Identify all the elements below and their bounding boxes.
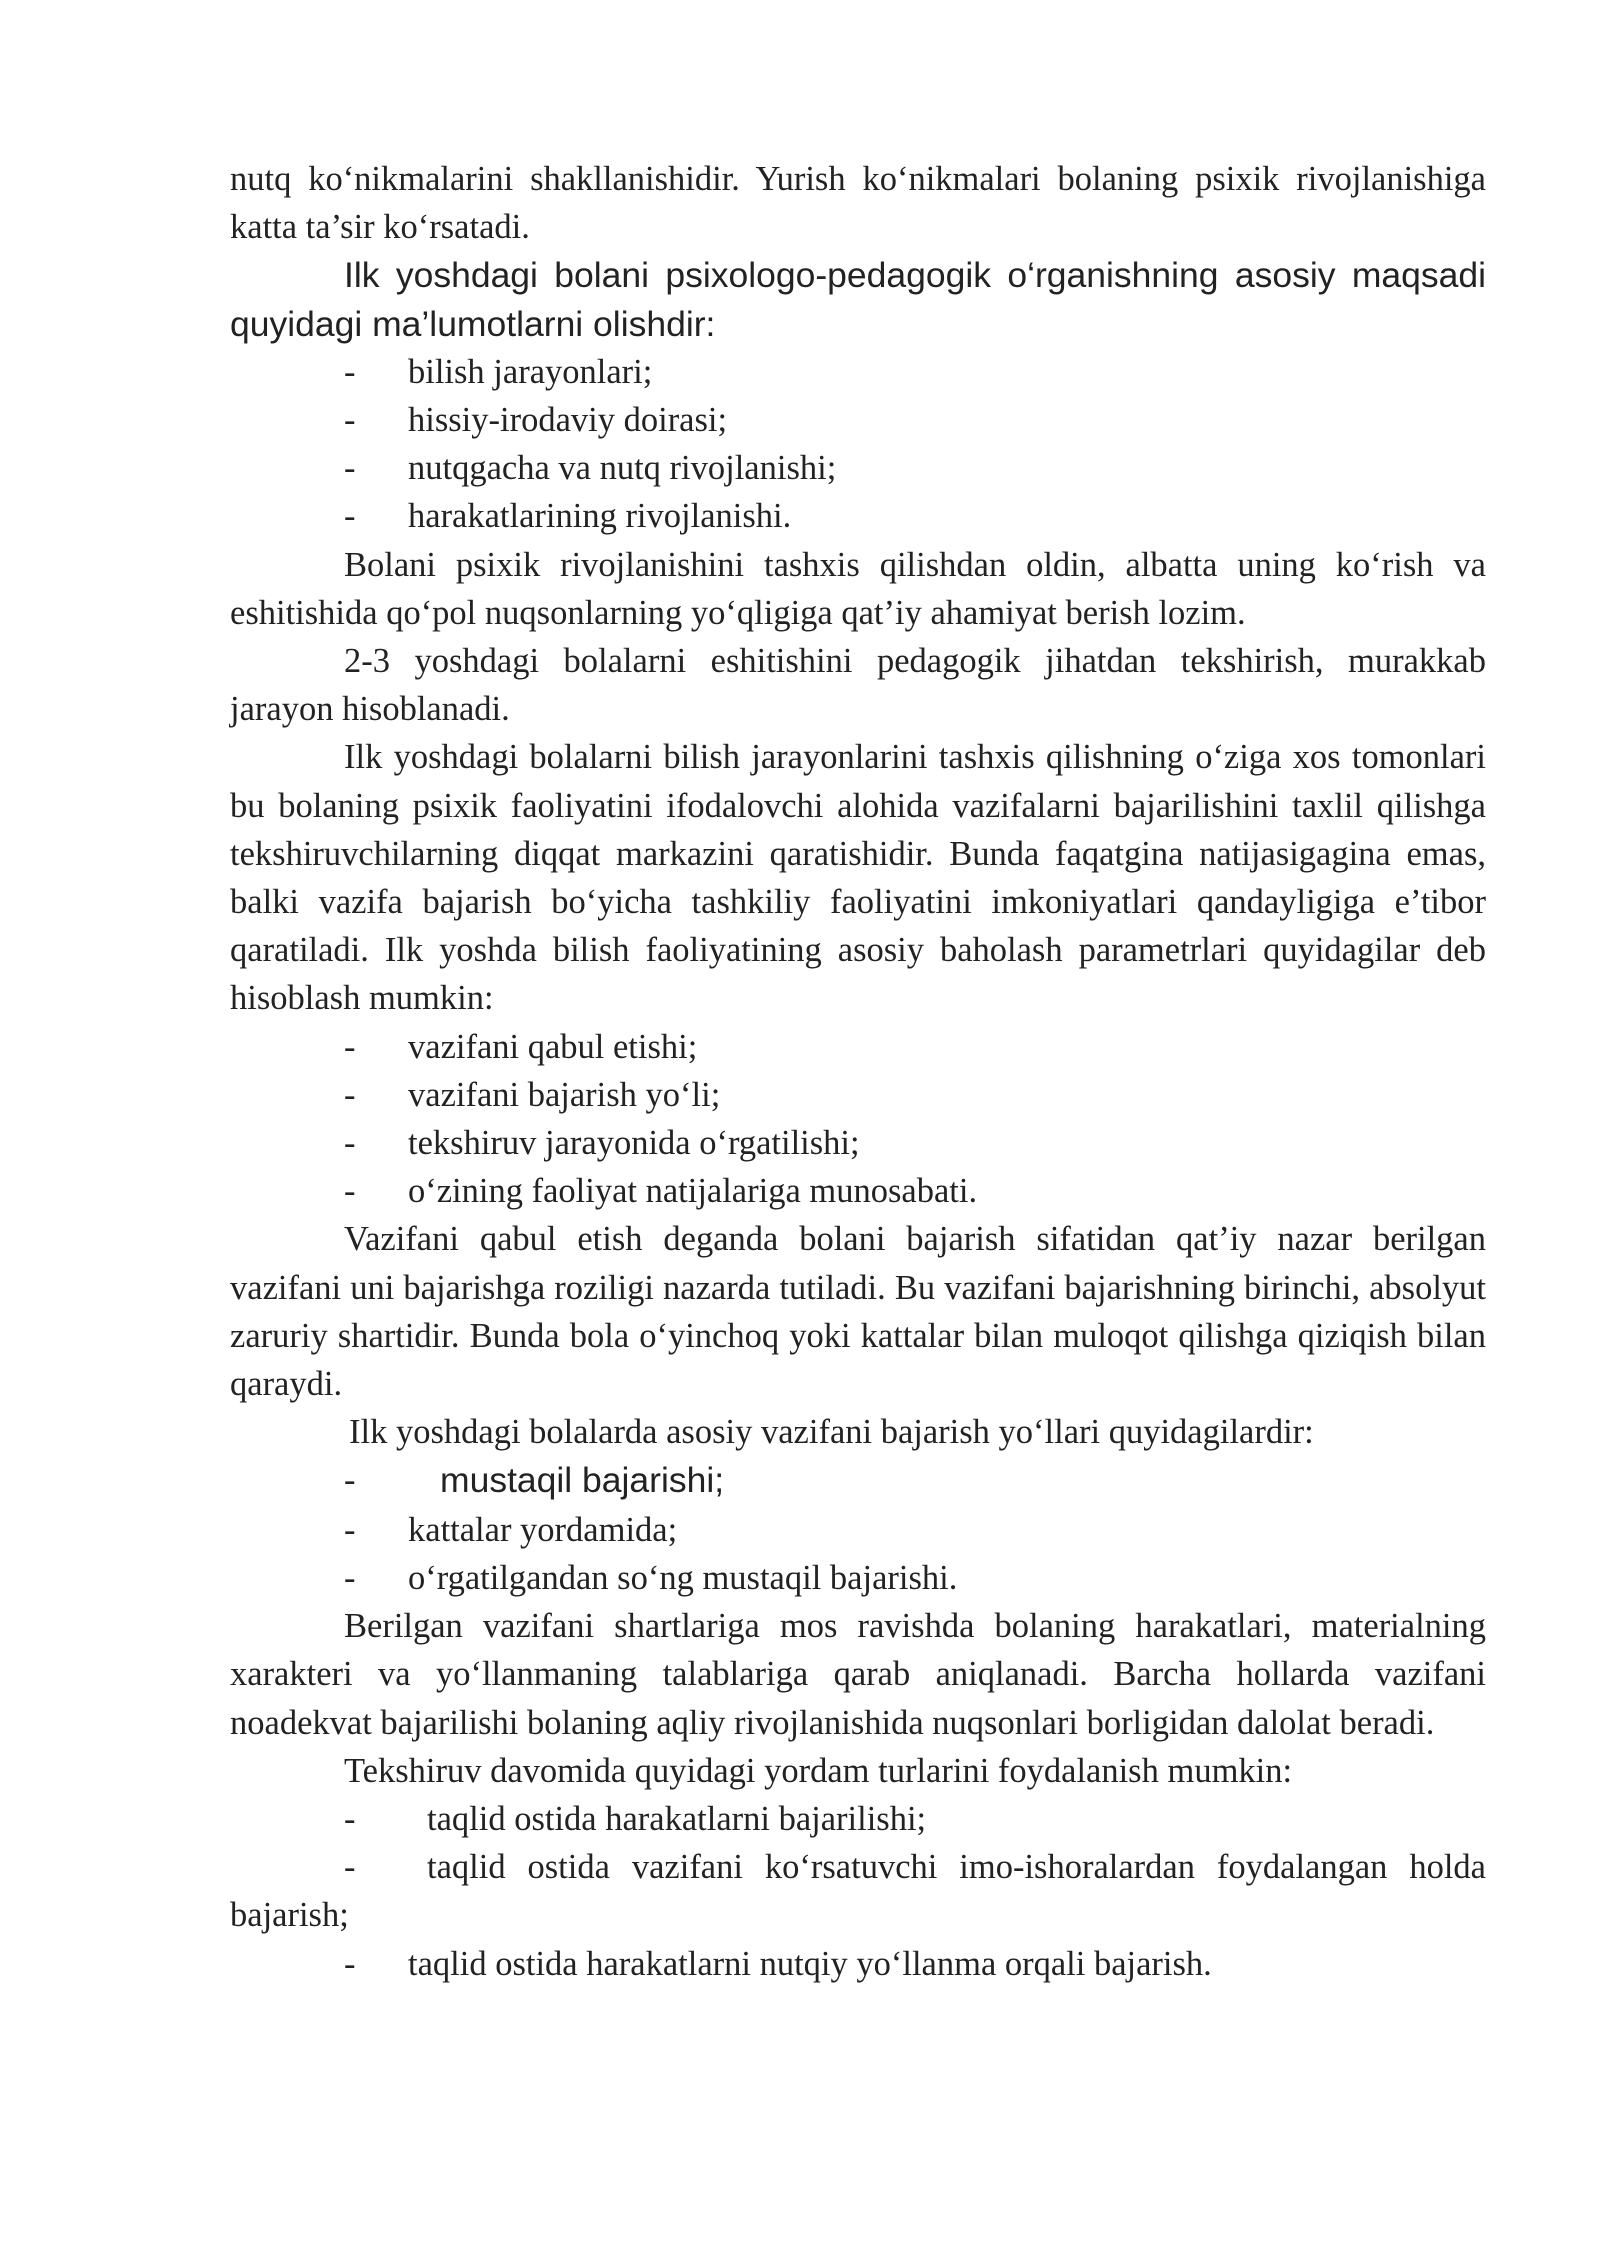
paragraph-2: Ilk yoshdagi bolani psixologo-pedagogik o‘rganishning asosiy maqsadi quyidagi ma’lumotlarni olishdir: [230,255,1486,344]
paragraph-3: Bolani psixik rivojlanishini tashxis qilishdan oldin, albatta uning ko‘rish va eshitishida qo‘pol nuqsonlarning yo‘qligiga qat’iy ahamiyat berish lozim. [230,545,1486,632]
paragraph-8: Berilgan vazifani shartlariga mos ravishda bolaning harakatlari, materialning xarakteri va yo‘llanmaning talablariga qarab aniqlanadi. Barcha hollarda vazifani noadekvat bajarilishi bolaning aqliy rivojlanishida nuqsonlari borligidan dalolat beradi. [230,1607,1486,1742]
list-item-text: o‘zining faoliyat natijalariga munosabati. [408,1172,978,1211]
list-item [230,1023,1486,1071]
dash-marker: - [344,1124,356,1163]
dash-marker: - [344,401,356,440]
dash-marker: - [344,352,356,391]
list-item-text: vazifani bajarish yo‘li; [408,1075,721,1114]
list-item [230,348,1486,396]
list-item-text: tekshiruv jarayonida o‘rgatilishi; [408,1124,860,1163]
dash-marker: - [344,449,356,488]
paragraph-6: Vazifani qabul etish deganda bolani bajarish sifatidan qat’iy nazar berilgan vazifani uni bajarishga roziligi nazarda tutiladi. Bu vazifani bajarishning birinchi, absolyut zaruriy shartidir. Bunda bola o‘yinchoq yoki kattalar bilan muloqot qilishga qiziqish bilan qaraydi. [230,1220,1486,1404]
dash-marker: - [344,497,356,536]
dash-marker: - [344,1848,356,1887]
list-item-text: vazifani qabul etishi; [408,1027,698,1066]
list-item-text: kattalar yordamida; [408,1510,678,1549]
paragraph-9: Tekshiruv davomida quyidagi yordam turlarini foydalanish mumkin: [344,1751,1293,1790]
dash-marker: - [344,1558,356,1597]
list-item-text: taqlid ostida harakatlarni bajarilishi; [427,1799,927,1838]
paragraph-5: Ilk yoshdagi bolalarni bilish jarayonlarini tashxis qilishning o‘ziga xos tomonlari bu bolaning psixik faoliyatini ifodalovchi alohida vazifalarni bajarilishini taxlil qilishga tekshiruvchilarning diqqat markazini qaratishidir. Bunda faqatgina natijasigagina emas, balki vazifa bajarish bo‘yicha tashkiliy faoliyatini imkoniyatlari qandayligiga e’tibor qaratiladi. Ilk yoshda bilish faoliyatining asosiy baholash parametrlari quyidagilar deb hisoblash mumkin: [230,738,1486,1018]
list-item [230,1456,1486,1505]
paragraph-7-text: Ilk yoshdagi bolalarda asosiy vazifani bajarish yo‘llari quyidagilardir: [349,1413,1314,1452]
list-item [230,1119,1486,1167]
dash-marker: - [344,1944,356,1983]
paragraph-7 [230,1408,1486,1456]
list-item [230,1167,1486,1215]
list-item-text: taqlid ostida vazifani ko‘rsatuvchi imo-ishoralardan foydalangan holda bajarish; [230,1848,1486,1935]
list-item-text: mustaqil bajarishi; [440,1460,725,1501]
list-item [230,1795,1486,1843]
list-item [230,1071,1486,1119]
dash-marker: - [344,1461,356,1500]
list-item-text: harakatlarining rivojlanishi. [408,497,792,536]
list-item [230,492,1486,540]
dash-marker: - [344,1510,356,1549]
list-item [230,444,1486,492]
list-item [230,1843,1486,1939]
list-item-text: o‘rgatilgandan so‘ng mustaqil bajarishi. [408,1558,958,1597]
paragraph-1: nutq ko‘nikmalarini shakllanishidir. Yurish ko‘nikmalari bolaning psixik rivojlanishiga katta ta’sir ko‘rsatadi. [230,160,1486,247]
list-item [230,396,1486,444]
list-item [230,1506,1486,1554]
document-page [230,155,1486,1988]
paragraph-4: 2-3 yoshdagi bolalarni eshitishini pedagogik jihatdan tekshirish, murakkab jarayon hisoblanadi. [230,642,1486,729]
list-item [230,1554,1486,1602]
list-item-text: hissiy-irodaviy doirasi; [408,401,728,440]
list-item-text: bilish jarayonlari; [408,352,653,391]
dash-marker: - [344,1075,356,1114]
dash-marker: - [344,1799,356,1838]
list-item-text: nutqgacha va nutq rivojlanishi; [408,449,837,488]
dash-marker: - [344,1027,356,1066]
list-item [230,1940,1486,1988]
list-item-text: taqlid ostida harakatlarni nutqiy yo‘llanma orqali bajarish. [408,1944,1212,1983]
dash-marker: - [344,1172,356,1211]
